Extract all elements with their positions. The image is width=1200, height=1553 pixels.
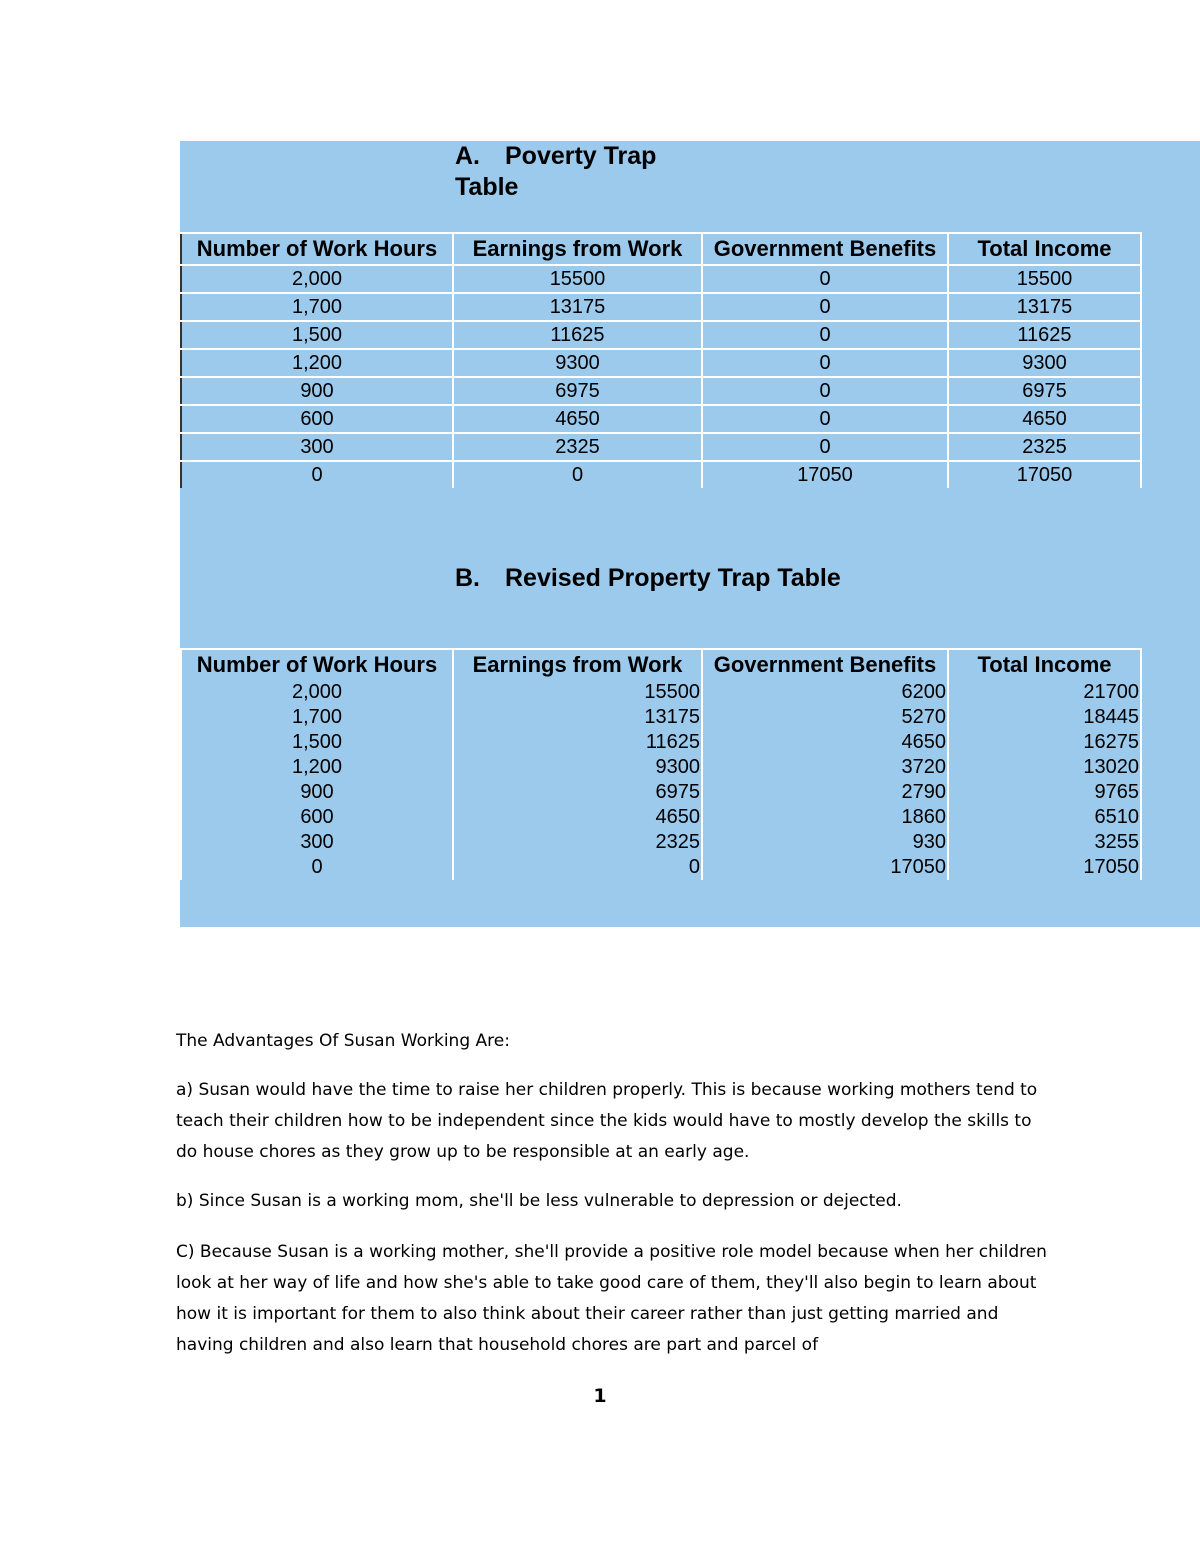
table-row — [181, 433, 1141, 461]
table-row — [181, 705, 1141, 730]
cell-total: 3255 — [948, 830, 1141, 855]
header-earnings: Earnings from Work — [453, 233, 702, 265]
cell-benefits: 0 — [702, 265, 948, 293]
table-row — [181, 321, 1141, 349]
header-benefits: Government Benefits — [702, 649, 948, 680]
table-b-label: B. — [455, 564, 480, 592]
cell-hours: 1,200 — [181, 349, 453, 377]
cell-benefits: 0 — [702, 433, 948, 461]
cell-hours: 2,000 — [181, 680, 453, 705]
cell-total: 6510 — [948, 805, 1141, 830]
table-row — [181, 265, 1141, 293]
cell-benefits: 2790 — [702, 780, 948, 805]
cell-benefits: 3720 — [702, 755, 948, 780]
cell-total: 21700 — [948, 680, 1141, 705]
cell-earnings: 15500 — [453, 265, 702, 293]
paragraph-a — [176, 1075, 1056, 1168]
paragraph-c-text: C) Because Susan is a working mother, she'll provide a positive role model because when her children look at her way of life and how she's able to take good care of them, they'll also begin to learn about how it is important for them to also think about their career rather than just getting married and having children and also learn that household chores are part and parcel of — [176, 1242, 1047, 1355]
cell-total: 18445 — [948, 705, 1141, 730]
table-header-row — [181, 233, 1141, 265]
cell-total: 13020 — [948, 755, 1141, 780]
cell-benefits: 930 — [702, 830, 948, 855]
cell-hours: 1,700 — [181, 293, 453, 321]
cell-earnings: 9300 — [453, 755, 702, 780]
advantages-heading — [176, 1026, 1056, 1057]
table-row — [181, 730, 1141, 755]
cell-earnings: 4650 — [453, 405, 702, 433]
cell-hours: 300 — [181, 830, 453, 855]
table-header-row — [181, 649, 1141, 680]
header-work-hours: Number of Work Hours — [181, 649, 453, 680]
revised-property-trap-table — [180, 648, 1142, 880]
table-row — [181, 855, 1141, 880]
paragraph-b-text: b) Since Susan is a working mom, she'll be less vulnerable to depression or dejected. — [176, 1191, 902, 1211]
cell-total: 17050 — [948, 855, 1141, 880]
cell-hours: 1,200 — [181, 755, 453, 780]
table-a-title-line1: Poverty Trap — [505, 142, 657, 170]
cell-total: 13175 — [948, 293, 1141, 321]
cell-benefits: 0 — [702, 321, 948, 349]
cell-hours: 900 — [181, 377, 453, 405]
table-row — [181, 349, 1141, 377]
cell-benefits: 5270 — [702, 705, 948, 730]
poverty-trap-table — [180, 232, 1142, 488]
table-row — [181, 830, 1141, 855]
cell-hours: 1,500 — [181, 321, 453, 349]
cell-total: 9300 — [948, 349, 1141, 377]
cell-hours: 0 — [181, 461, 453, 488]
cell-benefits: 6200 — [702, 680, 948, 705]
header-benefits: Government Benefits — [702, 233, 948, 265]
cell-earnings: 6975 — [453, 377, 702, 405]
cell-benefits: 17050 — [702, 461, 948, 488]
header-work-hours: Number of Work Hours — [181, 233, 453, 265]
cell-hours: 2,000 — [181, 265, 453, 293]
table-a-label: A. — [455, 142, 480, 170]
cell-earnings: 11625 — [453, 730, 702, 755]
table-row — [181, 405, 1141, 433]
cell-total: 17050 — [948, 461, 1141, 488]
cell-benefits: 4650 — [702, 730, 948, 755]
cell-earnings: 11625 — [453, 321, 702, 349]
paragraph-c — [176, 1237, 1056, 1361]
header-earnings: Earnings from Work — [453, 649, 702, 680]
table-row — [181, 377, 1141, 405]
cell-total: 2325 — [948, 433, 1141, 461]
cell-earnings: 2325 — [453, 830, 702, 855]
page-number: 1 — [593, 1385, 607, 1407]
cell-hours: 1,500 — [181, 730, 453, 755]
cell-hours: 1,700 — [181, 705, 453, 730]
cell-benefits: 0 — [702, 377, 948, 405]
cell-hours: 0 — [181, 855, 453, 880]
cell-earnings: 13175 — [453, 293, 702, 321]
cell-earnings: 0 — [453, 461, 702, 488]
paragraph-b — [176, 1186, 1056, 1217]
cell-earnings: 0 — [453, 855, 702, 880]
cell-benefits: 0 — [702, 405, 948, 433]
table-row — [181, 805, 1141, 830]
table-b-title-text: Revised Property Trap Table — [505, 564, 841, 592]
cell-hours: 600 — [181, 805, 453, 830]
table-row — [181, 755, 1141, 780]
cell-hours: 900 — [181, 780, 453, 805]
cell-total: 15500 — [948, 265, 1141, 293]
cell-total: 9765 — [948, 780, 1141, 805]
table-row — [181, 680, 1141, 705]
cell-hours: 600 — [181, 405, 453, 433]
header-total-income: Total Income — [948, 649, 1141, 680]
cell-total: 4650 — [948, 405, 1141, 433]
table-a-title-line2: Table — [455, 173, 519, 201]
cell-total: 6975 — [948, 377, 1141, 405]
cell-earnings: 4650 — [453, 805, 702, 830]
cell-benefits: 0 — [702, 293, 948, 321]
table-row — [181, 293, 1141, 321]
advantages-heading-text: The Advantages Of Susan Working Are: — [176, 1031, 510, 1051]
cell-benefits: 17050 — [702, 855, 948, 880]
cell-earnings: 2325 — [453, 433, 702, 461]
table-row — [181, 461, 1141, 488]
table-b-title — [455, 563, 841, 594]
cell-earnings: 6975 — [453, 780, 702, 805]
table-row — [181, 780, 1141, 805]
cell-benefits: 1860 — [702, 805, 948, 830]
tables-panel — [180, 141, 1200, 927]
table-a-title — [455, 141, 715, 203]
cell-earnings: 9300 — [453, 349, 702, 377]
cell-total: 11625 — [948, 321, 1141, 349]
header-total-income: Total Income — [948, 233, 1141, 265]
cell-earnings: 13175 — [453, 705, 702, 730]
paragraph-a-text: a) Susan would have the time to raise her children properly. This is because working mothers tend to teach their children how to be independent since the kids would have to mostly develop the skills to do house chores as they grow up to be responsible at an early age. — [176, 1080, 1038, 1162]
cell-hours: 300 — [181, 433, 453, 461]
cell-benefits: 0 — [702, 349, 948, 377]
cell-total: 16275 — [948, 730, 1141, 755]
cell-earnings: 15500 — [453, 680, 702, 705]
